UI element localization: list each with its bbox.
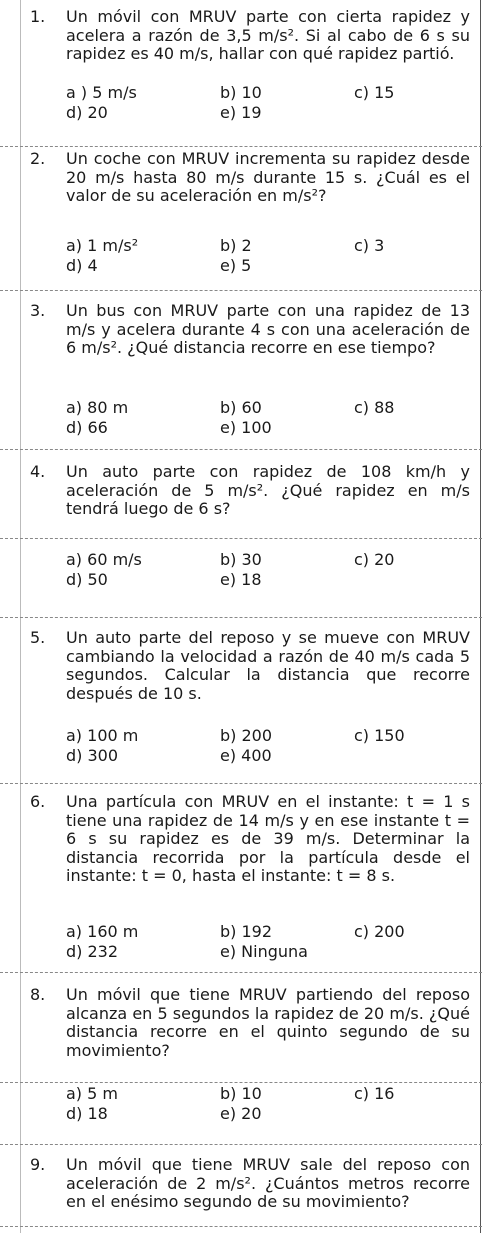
options bbox=[66, 922, 470, 962]
option-e: e) 400 bbox=[220, 746, 272, 765]
separator bbox=[0, 1226, 482, 1227]
options bbox=[66, 236, 470, 276]
options bbox=[66, 83, 470, 123]
option-a: a ) 5 m/s bbox=[66, 83, 137, 102]
separator bbox=[0, 538, 482, 539]
question-text: Un bus con MRUV parte con una rapidez de 13 m/s y acelera durante 4 s con una aceleración de 6 m/s². ¿Qué distancia recorre en ese tiempo? bbox=[66, 301, 470, 357]
option-e: e) 18 bbox=[220, 570, 262, 589]
question-text: Un auto parte del reposo y se mueve con MRUV cambiando la velocidad a razón de 40 m/s cada 5 segundos. Calcular la distancia que recorre después de 10 s. bbox=[66, 628, 470, 703]
question-text: Un auto parte con rapidez de 108 km/h y aceleración de 5 m/s². ¿Qué rapidez en m/s tendrá luego de 6 s? bbox=[66, 462, 470, 518]
option-c: c) 16 bbox=[354, 1084, 395, 1103]
separator bbox=[0, 290, 482, 291]
question-number: 4. bbox=[30, 462, 46, 481]
question-number: 6. bbox=[30, 792, 46, 811]
option-b: b) 10 bbox=[220, 1084, 262, 1103]
options-row bbox=[66, 83, 470, 103]
separator bbox=[0, 1144, 482, 1145]
option-d: d) 4 bbox=[66, 256, 98, 275]
option-b: b) 200 bbox=[220, 726, 273, 745]
options-row bbox=[66, 550, 470, 570]
question-number: 8. bbox=[30, 985, 46, 1004]
question-text: Un móvil que tiene MRUV partiendo del reposo alcanza en 5 segundos la rapidez de 20 m/s. ¿Qué distancia recorre en el quinto segundo de su movimiento? bbox=[66, 985, 470, 1060]
option-a: a) 160 m bbox=[66, 922, 139, 941]
option-e: e) 5 bbox=[220, 256, 252, 275]
option-a: a) 5 m bbox=[66, 1084, 118, 1103]
option-c: c) 150 bbox=[354, 726, 405, 745]
option-b: b) 2 bbox=[220, 236, 252, 255]
option-c: c) 15 bbox=[354, 83, 395, 102]
question-number: 1. bbox=[30, 7, 46, 26]
question-number: 5. bbox=[30, 628, 46, 647]
option-e: e) Ninguna bbox=[220, 942, 308, 961]
options bbox=[66, 398, 470, 438]
options-row bbox=[66, 236, 470, 256]
option-c: c) 88 bbox=[354, 398, 395, 417]
option-a: a) 100 m bbox=[66, 726, 139, 745]
question-text: Un móvil con MRUV parte con cierta rapidez y acelera a razón de 3,5 m/s². Si al cabo de 6 s su rapidez es 40 m/s, hallar con qué rapidez partió. bbox=[66, 7, 470, 63]
option-a: a) 1 m/s² bbox=[66, 236, 139, 255]
option-d: d) 232 bbox=[66, 942, 119, 961]
separator bbox=[0, 617, 482, 618]
option-e: e) 100 bbox=[220, 418, 272, 437]
question-text: Una partícula con MRUV en el instante: t = 1 s tiene una rapidez de 14 m/s y en ese instante t = 6 s su rapidez es de 39 m/s. Determinar la distancia recorrida por la partícula desde el instante: t = 0, hasta el instante: t = 8 s. bbox=[66, 792, 470, 885]
option-c: c) 200 bbox=[354, 922, 405, 941]
question-number: 2. bbox=[30, 149, 46, 168]
option-d: d) 18 bbox=[66, 1104, 108, 1123]
question-number: 3. bbox=[30, 301, 46, 320]
options-row bbox=[66, 942, 470, 962]
option-d: d) 300 bbox=[66, 746, 119, 765]
options-row bbox=[66, 570, 470, 590]
option-e: e) 19 bbox=[220, 103, 262, 122]
options-row bbox=[66, 726, 470, 746]
options-row bbox=[66, 922, 470, 942]
option-e: e) 20 bbox=[220, 1104, 262, 1123]
option-c: c) 3 bbox=[354, 236, 385, 255]
separator bbox=[0, 972, 482, 973]
options bbox=[66, 726, 470, 766]
option-d: d) 20 bbox=[66, 103, 108, 122]
separator bbox=[0, 449, 482, 450]
option-b: b) 10 bbox=[220, 83, 262, 102]
options-row bbox=[66, 1104, 470, 1124]
option-b: b) 30 bbox=[220, 550, 262, 569]
question-text: Un coche con MRUV incrementa su rapidez desde 20 m/s hasta 80 m/s durante 15 s. ¿Cuál es el valor de su aceleración en m/s²? bbox=[66, 149, 470, 205]
option-a: a) 80 m bbox=[66, 398, 129, 417]
separator bbox=[0, 783, 482, 784]
question-number: 9. bbox=[30, 1155, 46, 1174]
options-row bbox=[66, 418, 470, 438]
option-a: a) 60 m/s bbox=[66, 550, 142, 569]
option-d: d) 50 bbox=[66, 570, 108, 589]
option-c: c) 20 bbox=[354, 550, 395, 569]
options-row bbox=[66, 103, 470, 123]
options bbox=[66, 1084, 470, 1124]
option-b: b) 192 bbox=[220, 922, 273, 941]
options-row bbox=[66, 398, 470, 418]
options bbox=[66, 550, 470, 590]
separator bbox=[0, 1082, 482, 1083]
question-text: Un móvil que tiene MRUV sale del reposo con aceleración de 2 m/s². ¿Cuántos metros recorre en el enésimo segundo de su movimiento? bbox=[66, 1155, 470, 1211]
option-b: b) 60 bbox=[220, 398, 262, 417]
options-row bbox=[66, 746, 470, 766]
option-d: d) 66 bbox=[66, 418, 108, 437]
options-row bbox=[66, 1084, 470, 1104]
options-row bbox=[66, 256, 470, 276]
separator bbox=[0, 146, 482, 147]
